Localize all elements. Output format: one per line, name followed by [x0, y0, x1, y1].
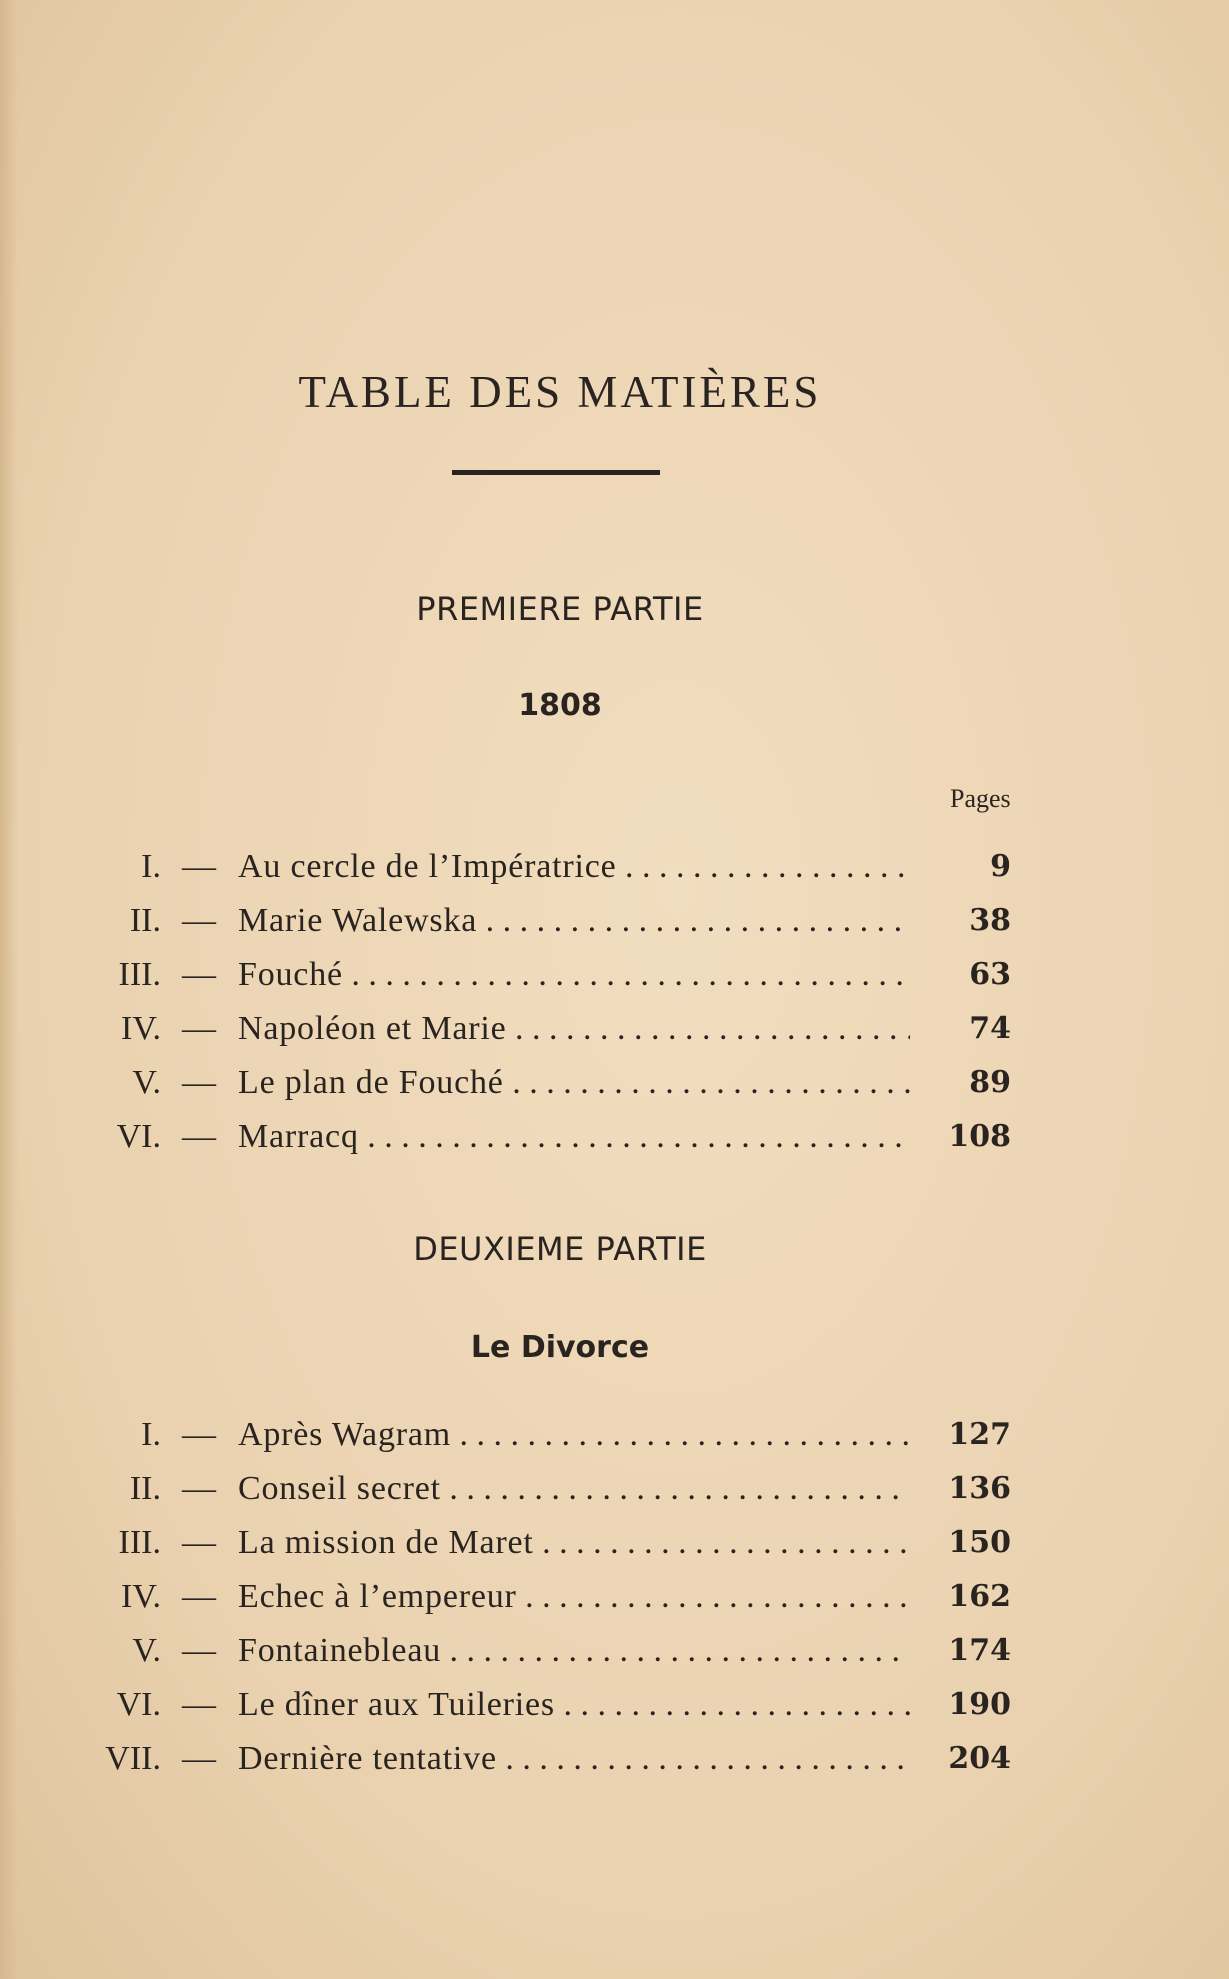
entry-title: La mission de Maret . . . [238, 1516, 910, 1570]
toc-entry [0, 1516, 1229, 1570]
entry-number: IV. [121, 1010, 161, 1047]
entry-number: IV. [121, 1578, 161, 1615]
entry-title: Dernière tentative . . . [238, 1732, 910, 1786]
entry-title: Fouché . . . [238, 948, 910, 1002]
part-2-title: DEUXIEME PARTIE [413, 1230, 707, 1268]
entry-dash: — [182, 1632, 216, 1669]
entry-dash: — [182, 848, 216, 885]
title-underline [452, 470, 660, 475]
entry-page: 127 [948, 1417, 1011, 1452]
entry-page: 136 [948, 1471, 1011, 1506]
entry-page: 63 [969, 957, 1011, 992]
entry-page: 150 [948, 1525, 1011, 1560]
entry-number: III. [118, 956, 161, 993]
entry-title: Le dîner aux Tuileries . . . [238, 1678, 910, 1732]
entry-page: 204 [948, 1741, 1011, 1776]
entry-dash: — [182, 1064, 216, 1101]
entry-title: Echec à l’empereur . . . [238, 1570, 910, 1624]
entry-number: I. [141, 1416, 161, 1453]
entry-number: V. [132, 1064, 161, 1101]
toc-entry [0, 1462, 1229, 1516]
entry-dash: — [182, 1740, 216, 1777]
part-1-subtitle: 1808 [518, 688, 602, 723]
entry-dash: — [182, 1686, 216, 1723]
pages-column-label: Pages [950, 784, 1011, 813]
entry-number: II. [129, 1470, 161, 1507]
entry-title: Marie Walewska . . . [238, 894, 910, 948]
toc-entry [0, 1732, 1229, 1786]
entry-page: 38 [969, 903, 1011, 938]
entry-page: 174 [948, 1633, 1011, 1668]
entry-number: VII. [105, 1740, 161, 1777]
entry-title: Marracq . . . [238, 1110, 910, 1164]
toc-entry [0, 1570, 1229, 1624]
entry-number: V. [132, 1632, 161, 1669]
toc-entry [0, 948, 1229, 1002]
entry-title: Après Wagram . . . [238, 1408, 910, 1462]
entry-dash: — [182, 1118, 216, 1155]
entry-number: VI. [116, 1686, 161, 1723]
entry-title: Au cercle de l’Impératrice . . . [238, 840, 910, 894]
entry-page: 190 [948, 1687, 1011, 1722]
entry-dash: — [182, 1524, 216, 1561]
entry-number: I. [141, 848, 161, 885]
entry-dash: — [182, 1470, 216, 1507]
entry-title: Le plan de Fouché . . . [238, 1056, 910, 1110]
toc-entry [0, 1408, 1229, 1462]
entry-title: Napoléon et Marie . . . [238, 1002, 910, 1056]
entry-title: Conseil secret . . . [238, 1462, 910, 1516]
toc-entry [0, 1110, 1229, 1164]
toc-entry [0, 1624, 1229, 1678]
entry-dash: — [182, 902, 216, 939]
entry-page: 9 [990, 849, 1011, 884]
entry-page: 108 [948, 1119, 1011, 1154]
entry-page: 89 [969, 1065, 1011, 1100]
entry-dash: — [182, 1010, 216, 1047]
entry-number: II. [129, 902, 161, 939]
toc-entry [0, 1056, 1229, 1110]
entry-number: VI. [116, 1118, 161, 1155]
page-title: TABLE DES MATIÈRES [298, 367, 822, 417]
part-1-title: PREMIERE PARTIE [416, 590, 704, 628]
toc-entry [0, 1002, 1229, 1056]
entry-dash: — [182, 956, 216, 993]
entry-dash: — [182, 1416, 216, 1453]
toc-entry [0, 1678, 1229, 1732]
toc-entry [0, 894, 1229, 948]
entry-dash: — [182, 1578, 216, 1615]
part-2-subtitle: Le Divorce [470, 1330, 650, 1365]
entry-page: 162 [948, 1579, 1011, 1614]
entry-title: Fontainebleau . . . [238, 1624, 910, 1678]
entry-page: 74 [969, 1011, 1011, 1046]
toc-entry [0, 840, 1229, 894]
entry-number: III. [118, 1524, 161, 1561]
